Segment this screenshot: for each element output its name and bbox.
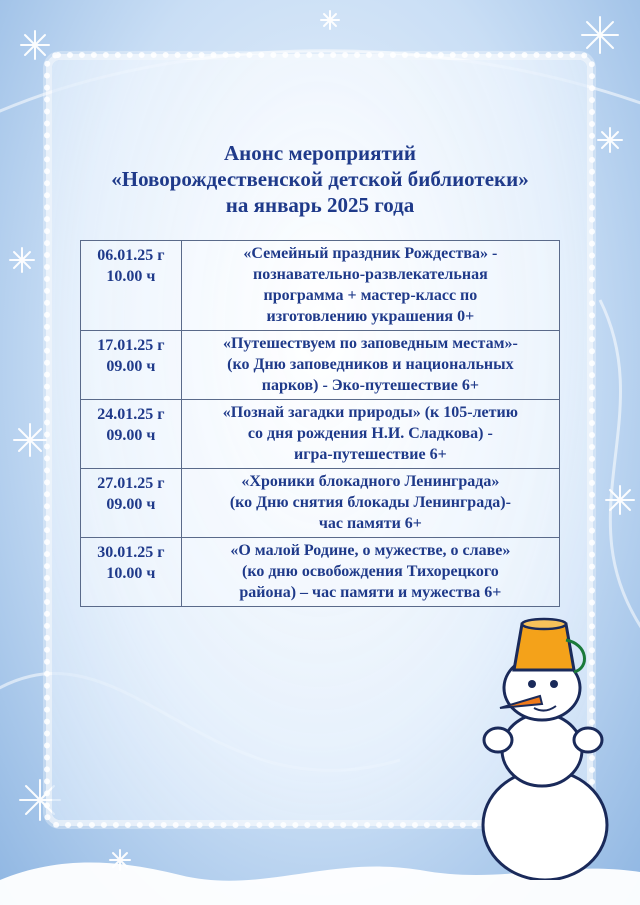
event-date-cell [81,400,182,469]
event-description-line: «О малой Родине, о мужестве, о славе» [230,542,511,559]
table-row [81,538,560,607]
event-description-cell [181,331,559,400]
event-description-cell [181,400,559,469]
event-date: 17.01.25 г [97,337,165,354]
event-date-cell [81,538,182,607]
table-row [81,400,560,469]
event-description-line: (ко Дню заповедников и национальных [227,356,514,373]
event-date-cell [81,331,182,400]
event-description-line: со дня рождения Н.И. Сладкова) - [247,425,493,442]
heading-line-1: Анонс мероприятий [224,141,416,165]
heading-line-2: «Новорождественской детской библиотеки» [111,167,529,191]
event-description-line: познавательно-развлекательная [253,266,488,283]
event-description-line: изготовлению украшения 0+ [266,308,475,325]
event-time: 09.00 ч [106,427,156,444]
snowman-illustration [470,610,620,880]
event-description-line: игра-путешествие 6+ [294,446,447,463]
event-description-line: района) – час памяти и мужества 6+ [239,584,502,601]
event-date: 27.01.25 г [97,475,165,492]
table-row [81,241,560,331]
event-date: 24.01.25 г [97,406,165,423]
table-row [81,469,560,538]
event-description-line: «Познай загадки природы» (к 105-летию [222,404,518,421]
event-date: 30.01.25 г [97,544,165,561]
event-description-line: программа + мастер-класс по [263,287,478,304]
event-description-line: «Семейный праздник Рождества» - [243,245,498,262]
event-description-line: час памяти 6+ [318,515,422,532]
table-row [81,331,560,400]
event-time: 09.00 ч [106,358,156,375]
event-description-line: «Путешествуем по заповедным местам»- [222,335,518,352]
event-date-cell [81,241,182,331]
heading-line-3: на январь 2025 года [225,193,415,217]
event-description-line: (ко Дню снятия блокады Ленинграда)- [229,494,511,511]
event-description-line: парков) - Эко-путешествие 6+ [261,377,479,394]
event-time: 10.00 ч [106,565,156,582]
events-table [80,240,560,607]
poster-heading [0,140,640,218]
event-description-line: «Хроники блокадного Ленинграда» [241,473,500,490]
event-description-cell [181,241,559,331]
event-description-line: (ко дню освобождения Тихорецкого [241,563,499,580]
event-date: 06.01.25 г [97,247,165,264]
event-date-cell [81,469,182,538]
event-time: 10.00 ч [106,268,156,285]
event-description-cell [181,469,559,538]
event-time: 09.00 ч [106,496,156,513]
event-description-cell [181,538,559,607]
